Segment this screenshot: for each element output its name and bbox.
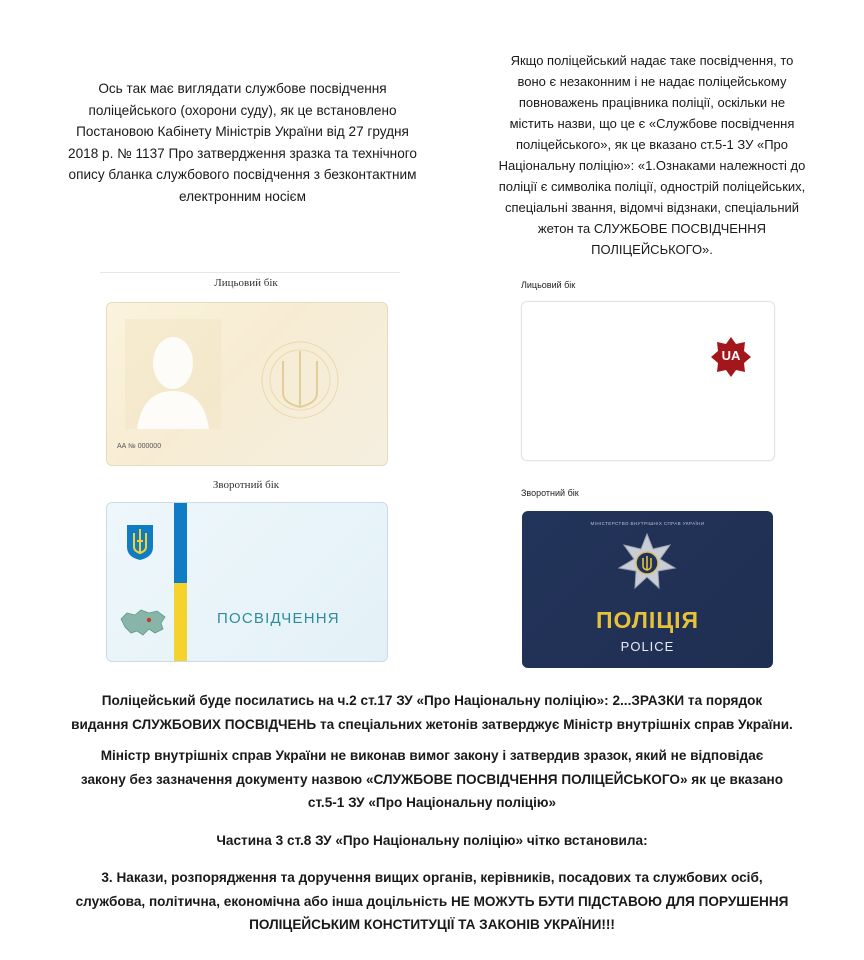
left-card-back (106, 502, 388, 662)
flag-stripe-blue (174, 503, 187, 583)
posvidchennia-title: ПОСВІДЧЕННЯ (217, 610, 340, 627)
right-back-caption: Зворотний бік (521, 488, 579, 498)
flag-stripe-yellow (174, 583, 187, 661)
left-card-front (106, 302, 388, 466)
ministry-text: МІНІСТЕРСТВО ВНУТРІШНІХ СПРАВ УКРАЇНИ (590, 521, 705, 526)
right-card-front (521, 301, 775, 461)
divider-line (100, 272, 400, 273)
ua-badge-label: UA (721, 348, 741, 363)
intro-left-text: Ось так має виглядати службове посвідчення поліцейського (охорони суду), як це встановлено Постановою Кабінету Міністрів України від 27 грудня 2018 р. № 1137 Про затвердження зразка та технічного опису бланка службового посвідчення з безконтактним електронним носієм (68, 81, 417, 204)
bottom-paragraph-2: Міністр внутрішніх справ України не виконав вимог закону і затвердив зразок, який не відповідає закону без зазначення документу назвою «СЛУЖБОВЕ ПОСВІДЧЕННЯ ПОЛІЦЕЙСЬКОГО» як це вказано ст.5-1 ЗУ «Про Національну поліцію» (80, 748, 784, 810)
police-star-emblem-icon (618, 533, 676, 591)
coat-of-arms-icon (125, 523, 155, 561)
intro-right-text: Якщо поліцейський надає таке посвідчення, то воно є незаконним і не надає поліцейському повноважень працівника поліції, оскільки не містить назви, що це є «Службове посвідчення поліцейського», як це вказано ст.5-1 ЗУ «Про Національну поліцію»: «1.Ознаками належності до поліції є символіка поліції, однострій поліцейських, спеціальні звання, відомчі відзнаки, спеціальний жетон та СЛУЖБОВЕ ПОСВІДЧЕННЯ ПОЛІЦЕЙСЬКОГО». (498, 53, 806, 257)
ukraine-map-icon (119, 607, 167, 637)
trident-watermark-icon (257, 337, 343, 423)
photo-placeholder-icon (125, 319, 221, 429)
bottom-paragraph-4: 3. Накази, розпорядження та доручення вищих органів, керівників, посадових та службових осіб, службова, політична, економічна або інша доцільність НЕ МОЖУТЬ БУТИ ПІДСТАВОЮ ДЛЯ ПОРУШЕННЯ ПОЛІЦЕЙСЬКИМ КОНСТИТУЦІЇ ТА ЗАКОНІВ УКРАЇНИ!!! (75, 870, 789, 932)
right-card-back (522, 511, 773, 668)
right-front-caption: Лицьовий бік (521, 280, 576, 290)
left-card-serial: АА № 000000 (117, 443, 162, 450)
bottom-paragraph-1: Поліцейський буде посилатись на ч.2 ст.17 ЗУ «Про Національну поліцію»: 2...ЗРАЗКИ та порядок видання СЛУЖБОВИХ ПОСВІДЧЕНЬ та спеціальних жетонів затверджує Міністр внутрішніх справ України. (71, 693, 793, 732)
bottom-paragraph-3: Частина 3 ст.8 ЗУ «Про Національну поліцію» чітко встановила: (216, 833, 648, 848)
left-back-caption: Зворотний бік (212, 479, 280, 491)
left-front-caption: Лицьовий бік (214, 277, 278, 289)
police-en-label: POLICE (620, 639, 675, 654)
police-ua-label: ПОЛІЦІЯ (595, 607, 700, 633)
